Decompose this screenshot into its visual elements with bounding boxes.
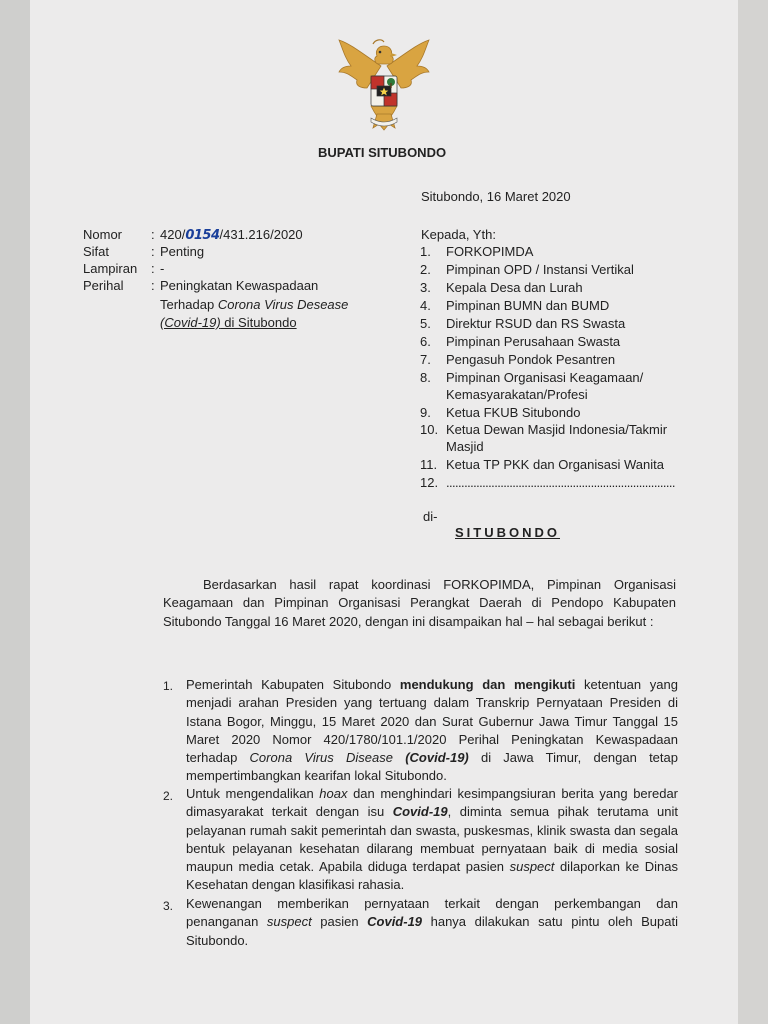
nomor-suffix: /431.216/2020 [219, 227, 303, 242]
point-bold-italic: (Covid-19) [405, 750, 469, 766]
lampiran-label: Lampiran [83, 261, 138, 276]
point-italic: suspect [509, 859, 555, 875]
perihal-italic: Corona Virus Desease [217, 297, 349, 312]
perihal-text: di Situbondo [220, 315, 297, 330]
recipient-number: 10. [420, 422, 439, 437]
addressed-city: SITUBONDO [455, 525, 560, 540]
point-bold-italic: Covid-19 [392, 804, 448, 820]
background-surface [738, 0, 768, 1024]
point-text: dilaporkan ke Dinas Kesehatan dengan klasifikasi rahasia. [186, 859, 678, 893]
garuda-pancasila-emblem-icon [333, 36, 435, 132]
recipient-item: Ketua FKUB Situbondo [446, 405, 581, 420]
recipient-number: 9. [420, 405, 431, 420]
point-number: 2. [163, 789, 174, 803]
nomor-handwritten: 0154 [185, 228, 220, 243]
recipient-number: 7. [420, 352, 431, 367]
recipient-item: Direktur RSUD dan RS Swasta [446, 316, 626, 331]
point-text: di Jawa Timur, dengan tetap mempertimbangkan kearifan lokal Situbondo. [186, 750, 678, 784]
recipient-item: FORKOPIMDA [446, 244, 534, 259]
point-paragraph [186, 785, 678, 895]
recipient-item: Pimpinan OPD / Instansi Vertikal [446, 262, 634, 277]
recipient-number: 3. [420, 280, 431, 295]
colon-separator: : [151, 227, 155, 242]
recipient-number: 1. [420, 244, 431, 259]
point-italic: suspect [266, 914, 312, 930]
recipient-number: 8. [420, 370, 431, 385]
perihal-line-2 [160, 296, 348, 313]
point-paragraph [186, 895, 678, 950]
perihal-text: Terhadap [160, 297, 218, 312]
point-text: Untuk mengendalikan [186, 786, 320, 801]
point-italic: hoax [319, 786, 348, 801]
recipient-number: 6. [420, 334, 431, 349]
point-bold-italic: Covid-19 [367, 914, 423, 930]
point-text: ketentuan yang menjadi arahan Presiden yang tertuang dalam Transkrip Pernyataan Presiden di Istana Bogor, Minggu, 15 Maret 2020 dan Surat Gubernur Jawa Timur Tanggal 15 Maret 2020 Nomor 420/1780/101.1/2020 Perihal Peningkatan Kewaspadaan terhadap [186, 677, 678, 766]
point-text: dan menghindari kesimpangsiuran berita yang beredar dimasyarakat terkait dengan isu [186, 786, 678, 820]
nomor-prefix: 420/ [160, 227, 186, 242]
point-text: , diminta semua pihak terutama unit pelayanan rumah sakit pemerintah dan swasta, puskesmas, klinik swasta dan segala bentuk pelayanan kesehatan dilarang membuat pernyataan baik di media sosial maupun media cetak. Apabila diduga terdapat pasien [186, 804, 679, 875]
recipient-item-continued: Kemasyarakatan/Profesi [446, 387, 588, 402]
nomor-label: Nomor [83, 227, 123, 242]
point-text: Pemerintah Kabupaten Situbondo [186, 677, 400, 692]
point-text: hanya dilakukan satu pintu oleh Bupati Situbondo. [186, 914, 678, 948]
recipient-item: Pimpinan Organisasi Keagamaan/ [446, 370, 644, 385]
perihal-italic: (Covid-19) [160, 315, 221, 330]
point-italic: Corona Virus Disease [249, 750, 393, 766]
point-text [393, 750, 405, 765]
nomor-value [160, 226, 303, 244]
letter-date: Situbondo, 16 Maret 2020 [421, 189, 571, 204]
recipient-item: Pimpinan Perusahaan Swasta [446, 334, 621, 349]
point-number: 3. [163, 899, 174, 913]
recipient-item: Ketua Dewan Masjid Indonesia/Takmir [446, 422, 668, 437]
perihal-label: Perihal [83, 278, 124, 293]
sifat-value: Penting [160, 244, 205, 259]
point-number: 1. [163, 679, 174, 693]
intro-paragraph: Berdasarkan hasil rapat koordinasi FORKOPIMDA, Pimpinan Organisasi Keagamaan dan Pimpinan Organisasi Perangkat Daerah di Pendopo Kabupaten Situbondo Tanggal 16 Maret 2020, dengan ini disampaikan hal – hal sebagai berikut : [163, 577, 676, 629]
colon-separator: : [151, 278, 155, 293]
recipients-heading: Kepada, Yth: [421, 227, 496, 242]
recipient-item: Pengasuh Pondok Pesantren [446, 352, 616, 367]
colon-separator: : [151, 244, 155, 259]
point-paragraph [186, 676, 678, 786]
sifat-label: Sifat [83, 244, 110, 259]
recipient-item: Pimpinan BUMN dan BUMD [446, 298, 610, 313]
recipient-item-continued: Masjid [446, 439, 484, 454]
recipient-item: Ketua TP PKK dan Organisasi Wanita [446, 457, 664, 472]
recipient-number: 4. [420, 298, 431, 313]
page-title: BUPATI SITUBONDO [318, 145, 447, 160]
recipient-item: ............................................................................ [446, 475, 675, 490]
point-text: pasien [311, 914, 368, 930]
perihal-line-1: Peningkatan Kewaspadaan [160, 278, 319, 293]
lampiran-value: - [160, 261, 165, 276]
addressed-to-label: di- [423, 509, 438, 524]
recipient-number: 11. [420, 457, 438, 472]
perihal-line-3 [160, 314, 297, 331]
point-bold: mendukung dan mengikuti [399, 677, 576, 692]
recipient-item: Kepala Desa dan Lurah [446, 280, 583, 295]
recipient-number: 2. [420, 262, 431, 277]
recipient-number: 12. [420, 475, 439, 490]
recipient-number: 5. [420, 316, 431, 331]
point-text: Kewenangan memberikan pernyataan terkait dengan perkembangan dan penanganan [186, 896, 678, 930]
colon-separator: : [151, 261, 155, 276]
